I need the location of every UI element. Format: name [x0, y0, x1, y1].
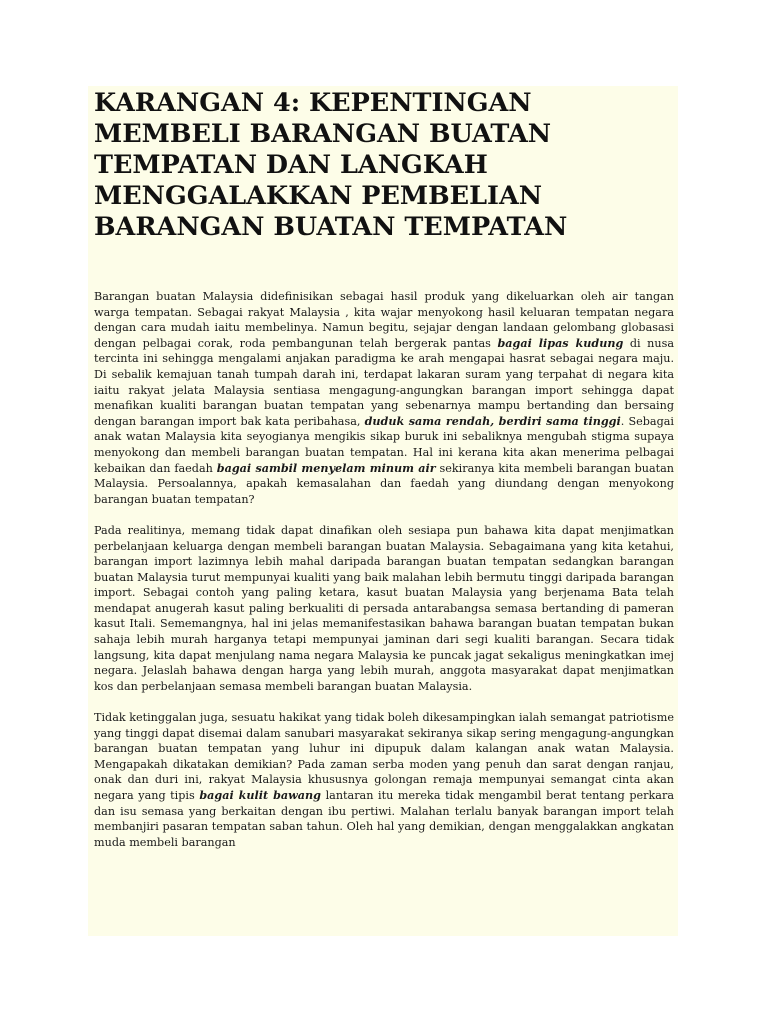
text-run: Pada realitinya, memang tidak dapat dinafikan oleh sesiapa pun bahawa kita dapat menjimatkan perbelanjaan keluarga dengan membeli barangan buatan Malaysia. Sebagaimana yang kita ketahui, barangan import lazimnya lebih mahal daripada barangan buatan tempatan sedangkan barangan buatan Malaysia turut mempunyai kualiti yang baik malahan lebih bermutu tinggi daripada barangan import. Sebagai contoh yang paling ketara, kasut buatan Malaysia yang berjenama Bata telah mendapat anugerah kasut paling berkualiti di persada antarabangsa semasa bertanding di pameran kasut Itali. Sememangnya, hal ini jelas memanifestasikan bahawa barangan buatan tempatan bukan sahaja lebih murah harganya tetapi mempunyai jaminan dari segi kualiti barangan. Secara tidak langsung, kita dapat menjulang nama negara Malaysia ke puncak jagat sekaligus meningkatkan imej negara. Jelaslah bahawa dengan harga yang lebih murah, anggota masyarakat dapat menjimatkan kos dan perbelanjaan semasa membeli barangan buatan Malaysia.: [94, 523, 674, 693]
idiom-emphasis: bagai sambil menyelam minum air: [216, 460, 436, 475]
idiom-emphasis: bagai kulit bawang: [199, 788, 321, 802]
idiom-emphasis: duduk sama rendah, berdiri sama tinggi: [364, 413, 621, 428]
paragraph: [94, 289, 674, 507]
idiom-emphasis: bagai lipas kudung: [497, 335, 624, 350]
paragraph: [94, 523, 674, 695]
text-run: Barangan buatan Malaysia didefinisikan sebagai hasil produk yang dikeluarkan oleh air tangan warga tempatan. Sebagai rakyat Malaysia , kita wajar menyokong hasil keluaran tempatan negara dengan cara mudah iaitu membelinya. Namun begitu, sejajar dengan landaan gelombang globasasi dengan pelbagai corak, roda pembangunan telah bergerak pantas: [94, 290, 674, 350]
text-run: sekiranya kita membeli barangan buatan Malaysia. Persoalannya, apakah kemasalahan dan faedah yang diundang dengan menyokong barangan buatan tempatan?: [94, 461, 675, 506]
document-page: [88, 86, 678, 936]
text-run: . Sebagai anak watan Malaysia kita seyogianya mengikis sikap buruk ini sebaliknya mengubah stigma supaya menyokong dan membeli barangan buatan tempatan. Hal ini kerana kita akan menerima pelbagai kebaikan dan faedah: [94, 414, 674, 475]
text-run: Tidak ketinggalan juga, sesuatu hakikat yang tidak boleh dikesampingkan ialah semangat patriotisme yang tinggi dapat disemai dalam sanubari masyarakat sekiranya sikap sering mengagung-angungkan barangan buatan tempatan yang luhur ini dipupuk dalam kalangan anak watan Malaysia. Mengapakah dikatakan demikian? Pada zaman serba moden yang penuh dan sarat dengan ranjau, onak dan duri ini, rakyat Malaysia khususnya golongan remaja mempunyai semangat cinta akan negara yang tipis: [94, 711, 674, 802]
paragraph: [94, 710, 674, 850]
document-body: [94, 289, 674, 866]
document-title: KARANGAN 4: KEPENTINGAN MEMBELI BARANGAN BUATAN TEMPATAN DAN LANGKAH MENGGALAKKAN PEMBELIAN BARANGAN BUATAN TEMPATAN: [94, 88, 568, 242]
text-run: lantaran itu mereka tidak mengambil berat tentang perkara dan isu semasa yang berkaitan dengan ibu pertiwi. Malahan terlalu banyak barangan import telah membanjiri pasaran tempatan saban tahun. Oleh hal yang demikian, dengan menggalakkan angkatan muda membeli barangan: [94, 789, 674, 849]
text-run: di nusa tercinta ini sehingga mengalami anjakan paradigma ke arah mengapai hasrat sebagai negara maju. Di sebalik kemajuan tanah tumpah darah ini, terdapat lakaran suram yang terpahat di negara kita iaitu rakyat jelata Malaysia sentiasa mengagung-angungkan barangan import sehingga dapat menafikan kualiti barangan buatan tempatan yang sebenarnya mampu bertanding dan bersaing dengan barangan import bak kata peribahasa,: [94, 336, 674, 428]
